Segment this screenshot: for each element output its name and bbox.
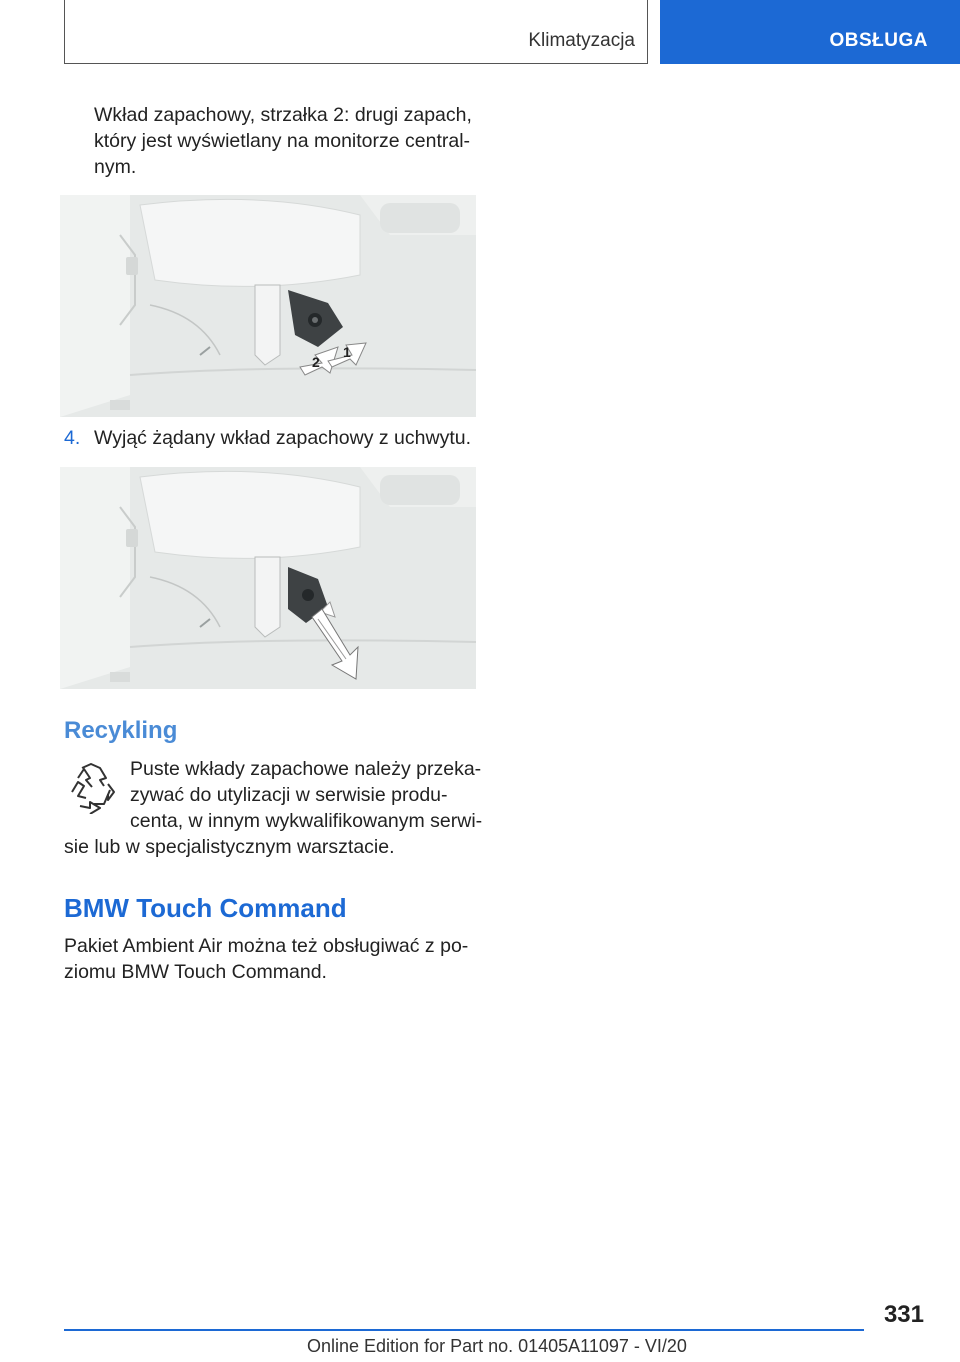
footer-divider [64,1329,864,1331]
header-chapter-title: OBSŁUGA [829,30,928,51]
text-line: Wkład zapachowy, strzałka 2: drugi zapach, [94,104,472,126]
touch-command-title: BMW Touch Command [64,893,347,923]
intro-paragraph [94,102,472,180]
text-line: który jest wyświetlany na monitorze central‐ [94,130,471,152]
touch-command-paragraph [64,933,468,985]
header-section-title: Klimatyzacja [528,30,635,51]
figure-fragrance-holder-arrows [60,195,476,417]
text-line: Pakiet Ambient Air można też obsługiwać z po‐ [64,935,469,957]
header-chapter-tab [660,0,960,64]
step-number: 4. [64,427,81,449]
arrow-label: 2 [312,354,320,370]
text-line: Puste wkłady zapachowe należy przeka‐ [130,758,482,780]
text-line: centa, w innym wykwalifikowanym serwi‐ [130,810,483,832]
figure-remove-cartridge [60,467,476,689]
recycling-paragraph-top [130,756,482,834]
text-line: ziomu BMW Touch Command. [64,961,327,983]
footer-edition-text: Online Edition for Part no. 01405A11097 - VI/20 [307,1336,687,1356]
text-line: zywać do utylizacji w serwisie produ‐ [130,784,448,806]
text-line: sie lub w specjalistycznym warsztacie. [64,836,395,858]
recycling-title: Recykling [64,717,178,744]
recycling-paragraph-bottom [64,834,395,860]
recycle-icon [64,760,118,819]
text-line: nym. [94,156,137,178]
arrow-label: 1 [343,344,351,360]
page-number: 331 [883,1301,924,1328]
header-section-box [64,0,648,64]
step-text: Wyjąć żądany wkład zapachowy z uchwytu. [94,427,471,449]
